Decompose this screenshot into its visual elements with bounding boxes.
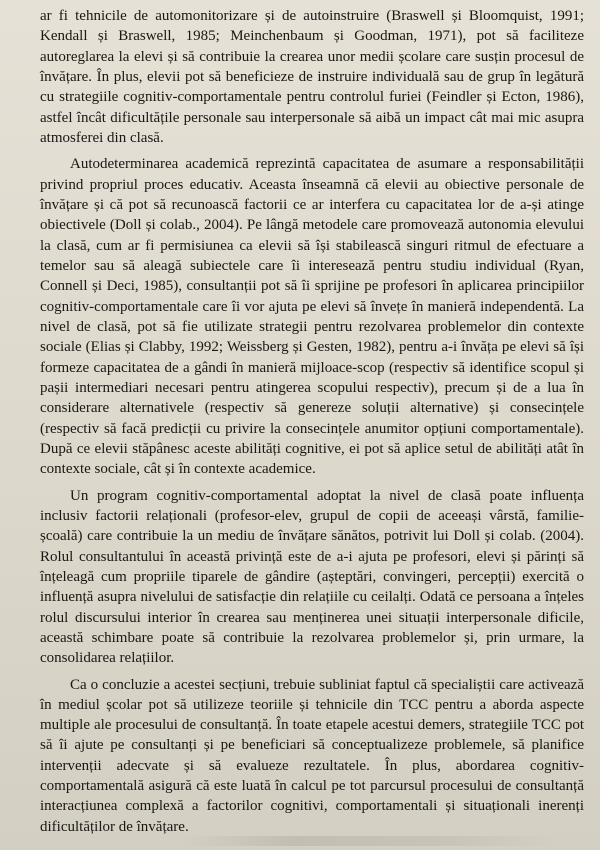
- paragraph-conclusion: Ca o concluzie a acestei secțiuni, trebuie subliniat faptul că specialiștii care activează în mediul școlar pot să utilizeze teoriile și tehnicile din TCC pentru a aborda aspecte multiple ale procesului de consultanță. În toate etapele acestui demers, strategiile TCC pot să îi ajute pe consultanți și pe beneficiari să conceptualizeze problemele, să planifice intervenții adecvate și să evalueze rezultatele. În plus, abordarea cognitiv-comportamentală asigură că este luată în calcul pe tot parcursul procesului de consultanță interacțiunea complexă a factorilor cognitivi, comportamentali și situaționali inerenți dificultăților de învățare.: [40, 676, 584, 835]
- paragraph-continuation: ar fi tehnicile de automonitorizare și de autoinstruire (Braswell și Bloomquist, 1991; Kendall și Braswell, 1985; Meinchenbaum și Goodman, 1971), pot să faciliteze autoreglarea la elevi și să contribuie la crearea unor medii școlare care susțin procesul de învățare. În plus, elevii pot să beneficieze de instruire individuală sau de grup în legătură cu strategiile cognitiv-comportamentale pentru controlul furiei (Feindler și Ecton, 1986), astfel încât dificultățile personale sau interpersonale să aibă un impact cât mai mic asupra atmosferei din clasă.: [40, 8, 584, 146]
- body-text: [40, 6, 584, 837]
- paragraph-academic-self-determination: Autodeterminarea academică reprezintă capacitatea de asumare a responsabilității privind propriul proces educativ. Aceasta înseamnă că elevii au obiective personale de învățare și că pot să recunoască factorii ce ar interfera cu capacitatea lor de a-și atinge obiectivele (Doll și colab., 2004). Pe lângă metodele care promovează autonomia elevului la clasă, cum ar fi permisiunea ca elevii să își stabilească singuri ritmul de efectuare a temelor sau să aleagă subiectele care îi interesează pentru studiu individual (Ryan, Connell și Deci, 1985), consultanții pot să îi sprijine pe profesori în aplicarea principiilor cognitiv-comportamentale care îi vor ajuta pe elevi să învețe în manieră independentă. La nivel de clasă, pot să fie utilizate strategii pentru rezolvarea problemelor din contexte sociale (Elias și Clabby, 1992; Weissberg și Gesten, 1982), pentru a-i învăța pe elevi să își formeze capacitatea de a gândi în manieră mijloace-scop (respectiv să identifice scopul și pașii intermediari necesari pentru atingerea scopului respectiv), precum și de a lua în considerare alternativele (respectiv să genereze soluții alternative) și consecințele (respectiv să facă predicții cu privire la consecințele anumitor opțiuni comportamentale). După ce elevii stăpânesc aceste abilități cognitive, ei pot să aplice setul de abilități atât în contexte sociale, cât și în contexte academice.: [40, 156, 584, 478]
- paragraph-classroom-program: Un program cognitiv-comportamental adoptat la nivel de clasă poate influența inclusiv factorii relaționali (profesor-elev, grupul de copii de aceeași vârstă, familie-școală) care contribuie la un mediu de învățare sănătos, potrivit lui Doll și colab. (2004). Rolul consultantului în această privință este de a-i ajuta pe profesori, elevi și părinți să înțeleagă cum propriile tiparele de gândire (așteptări, convingeri, percepții) exercită o influență asupra nivelului de satisfacție din relațiile cu ceilalți. Odată ce persoana a înțeles rolul discursului interior în crearea sau menținerea unei situații interpersonale dificile, această schimbare poate să contribuie la rezolvarea problemelor și, prin urmare, la consolidarea relațiilor.: [40, 487, 584, 667]
- bleed-through-shadow: [180, 836, 560, 846]
